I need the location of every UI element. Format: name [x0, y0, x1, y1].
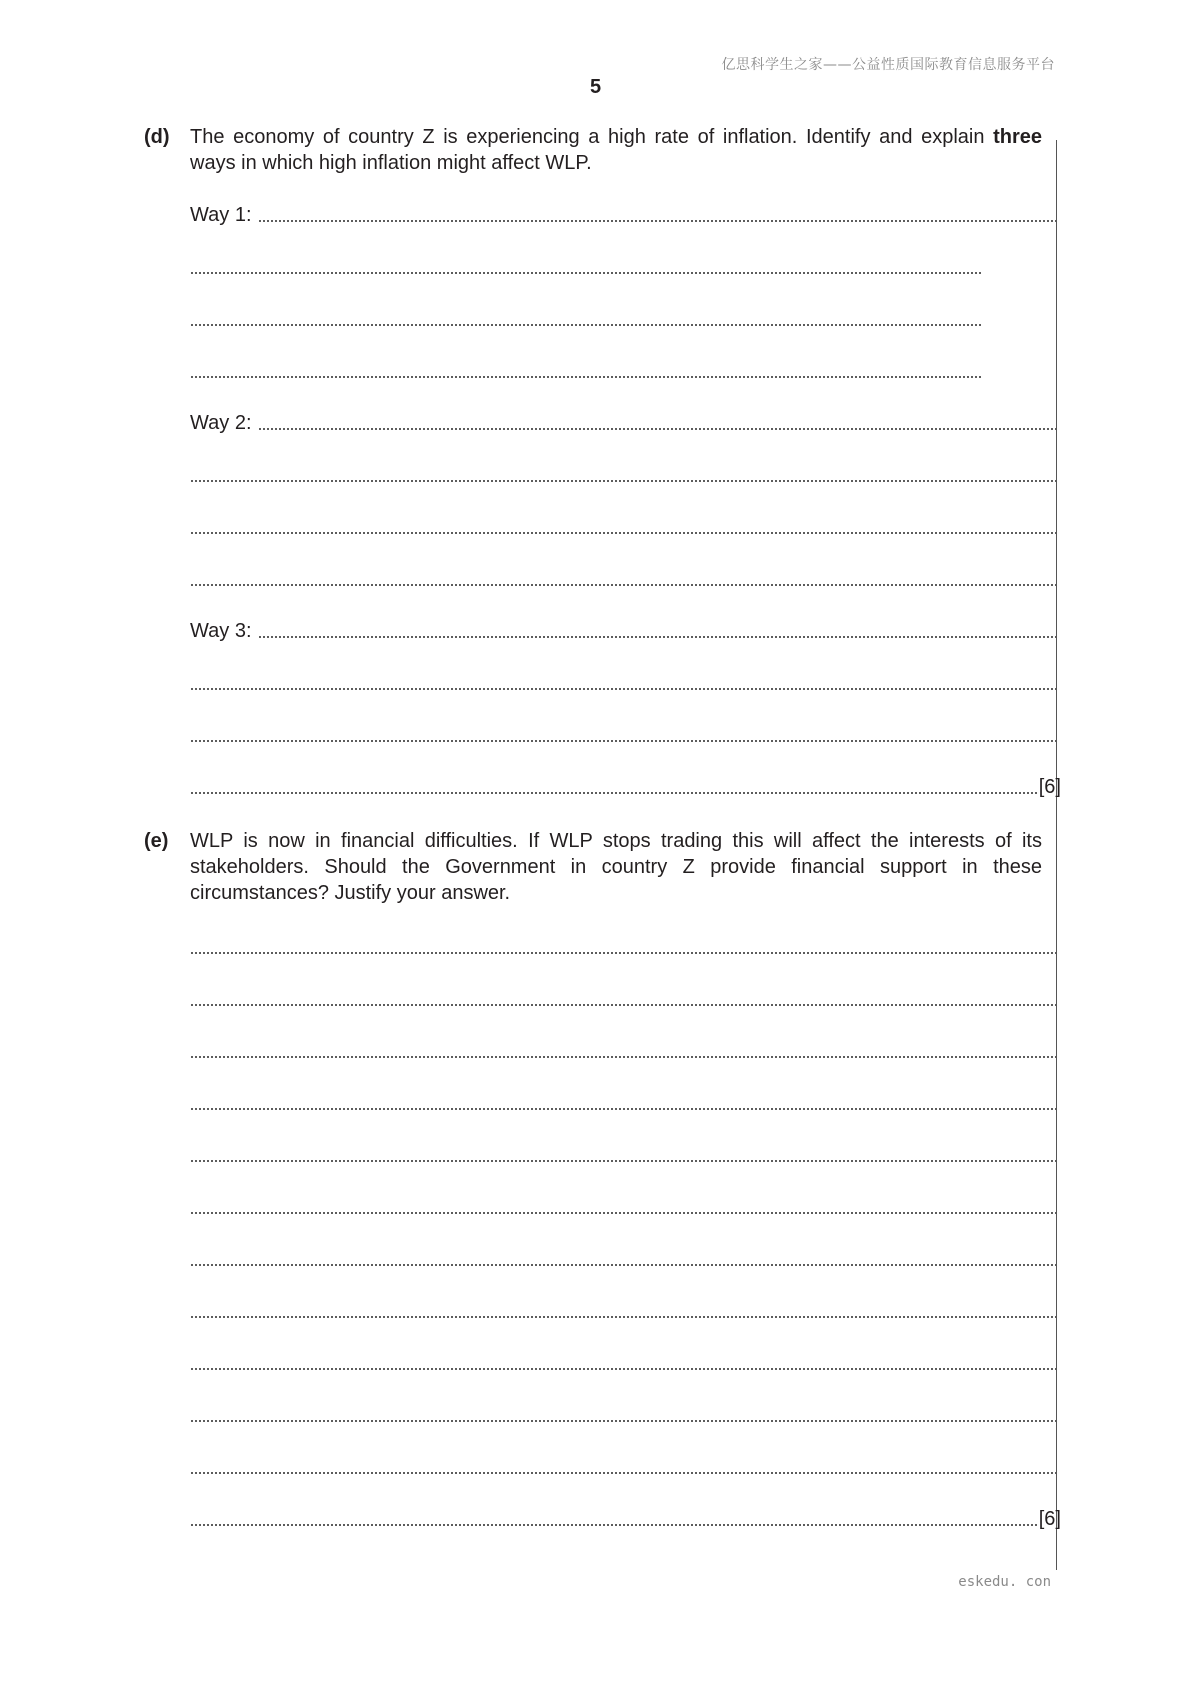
dotted-rule [190, 952, 1056, 954]
way2-answer-line[interactable] [190, 412, 1056, 434]
dotted-rule [190, 584, 1056, 586]
answer-line-e[interactable] [190, 1092, 1056, 1114]
question-d [144, 124, 1042, 184]
dotted-rule [190, 324, 983, 326]
answer-line-e[interactable] [190, 988, 1056, 1010]
answer-line-e[interactable] [190, 1248, 1056, 1270]
dotted-rule [190, 1004, 1056, 1006]
dotted-rule [190, 1264, 1056, 1266]
answer-line-e[interactable] [190, 1352, 1056, 1374]
answer-line-e[interactable] [190, 1196, 1056, 1218]
way3-answer-line[interactable] [190, 724, 1056, 746]
dotted-rule [190, 688, 1056, 690]
dotted-rule [190, 376, 983, 378]
dotted-rule [190, 532, 1056, 534]
dotted-rule [190, 1212, 1056, 1214]
dotted-rule [190, 792, 1037, 794]
way2-label: Way 2: [190, 412, 252, 434]
question-e-text: WLP is now in financial difficulties. If WLP stops trading this will affect the interests of its stakeholders. Should the Government in country Z provide financial support in these circumstances? Justify your answer. [190, 830, 1042, 904]
dotted-rule [190, 1472, 1056, 1474]
way2-answer-line[interactable] [190, 568, 1056, 590]
question-d-text-end: ways in which high inflation might affect WLP. [190, 152, 592, 174]
dotted-rule [190, 272, 983, 274]
margin-line [1056, 140, 1057, 1570]
way1-answer-line[interactable] [190, 308, 983, 330]
question-d-label: (d) [144, 126, 170, 148]
dotted-rule [190, 480, 1056, 482]
watermark-bottom: eskedu. con [958, 1574, 1051, 1590]
dotted-rule [190, 1108, 1056, 1110]
dotted-rule [258, 428, 1057, 430]
way1-answer-line[interactable] [190, 360, 983, 382]
marks-d: [6] [1038, 776, 1061, 798]
marks-e: [6] [1038, 1508, 1061, 1530]
watermark-top: 亿思科学生之家——公益性质国际教育信息服务平台 [721, 57, 1055, 73]
way2-answer-line[interactable] [190, 516, 1056, 538]
question-d-text [190, 124, 1042, 176]
question-d-text-start: The economy of country Z is experiencing a high rate of inflation. Identify and explain [190, 126, 994, 148]
dotted-rule [190, 1420, 1056, 1422]
answer-line-e[interactable] [190, 1300, 1056, 1322]
question-d-bold-word: three [993, 126, 1042, 148]
answer-line-e[interactable] [190, 1040, 1056, 1062]
way1-answer-line[interactable] [190, 204, 1056, 226]
dotted-rule [190, 1524, 1037, 1526]
dotted-rule [190, 1316, 1056, 1318]
page-number: 5 [589, 76, 602, 98]
way3-label: Way 3: [190, 620, 252, 642]
dotted-rule [258, 220, 1057, 222]
dotted-rule [258, 636, 1057, 638]
way1-answer-line[interactable] [190, 256, 983, 278]
way3-answer-line[interactable] [190, 776, 1061, 798]
question-e-label: (e) [144, 830, 169, 852]
answer-line-e[interactable] [190, 1508, 1061, 1530]
way2-answer-line[interactable] [190, 464, 1056, 486]
answer-line-e[interactable] [190, 936, 1056, 958]
answer-line-e[interactable] [190, 1144, 1056, 1166]
dotted-rule [190, 1056, 1056, 1058]
way1-label: Way 1: [190, 204, 252, 226]
answer-line-e[interactable] [190, 1456, 1056, 1478]
dotted-rule [190, 1368, 1056, 1370]
way3-answer-line[interactable] [190, 620, 1056, 642]
question-e [144, 828, 1042, 912]
answer-line-e[interactable] [190, 1404, 1056, 1426]
dotted-rule [190, 1160, 1056, 1162]
dotted-rule [190, 740, 1056, 742]
way3-answer-line[interactable] [190, 672, 1056, 694]
